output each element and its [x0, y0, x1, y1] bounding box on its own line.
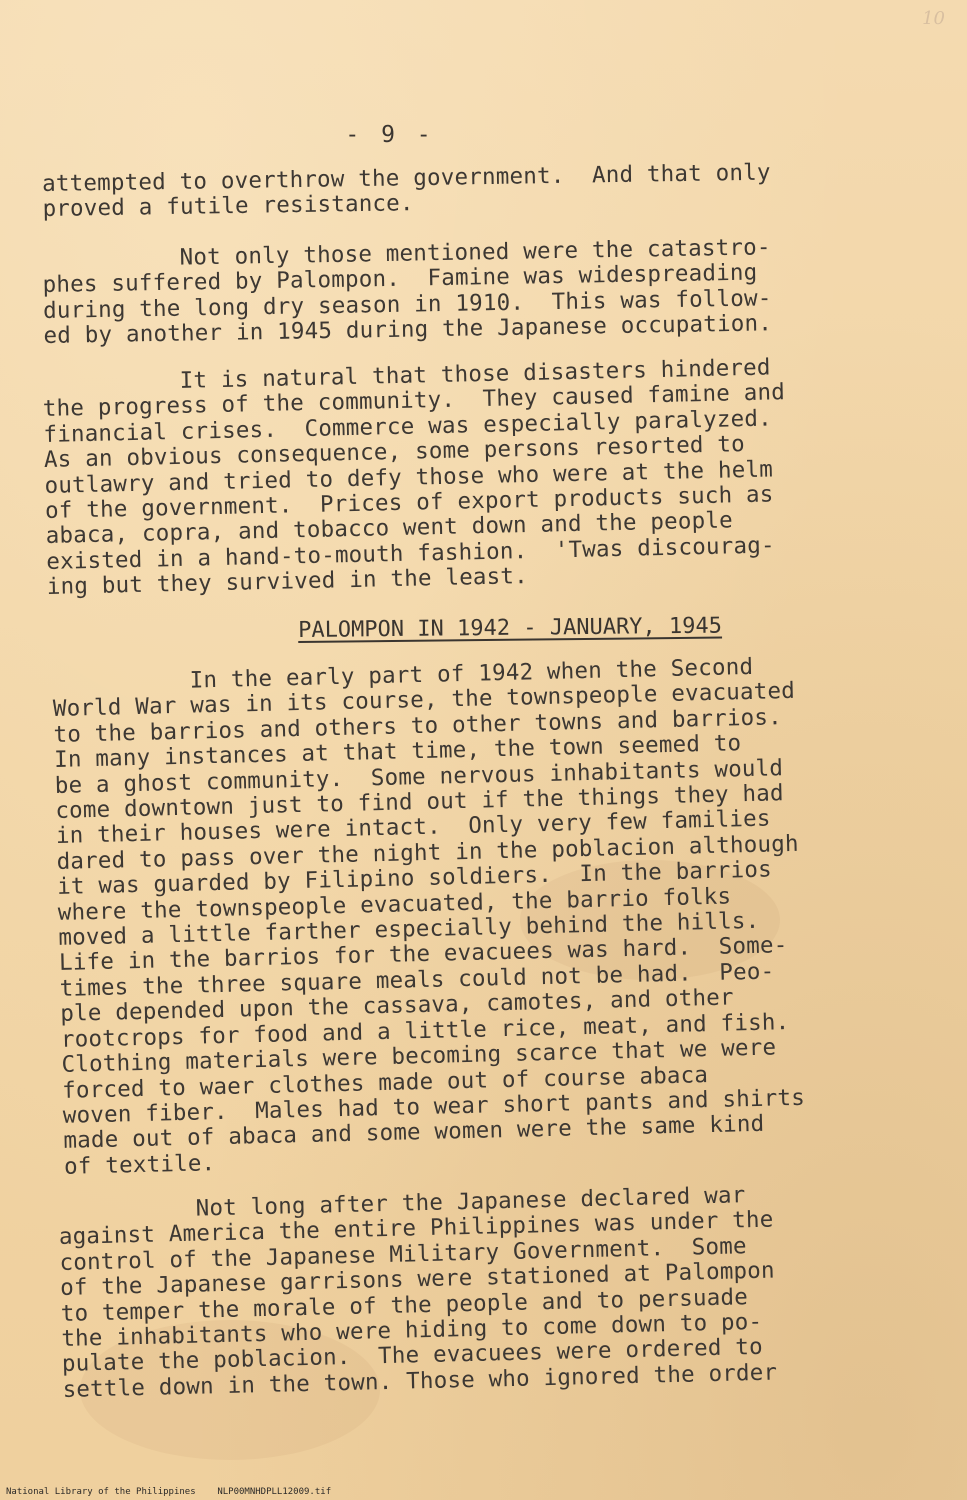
paragraph-japanese-occupation: Not long after the Japanese declared war against America the entire Philippines was under the control of the Japanese Military Government. Some of the Japanese garrisons were stationed at Palompon to temper the morale of the people and to persuade the inhabitants who were hiding to come down to po- pulate the poblacion. The evacuees were ordered to settle down in the town. Those who ignored the order — [57, 1182, 778, 1403]
paragraph-continuation: attempted to overthrow the government. And that only proved a futile resistance. — [41, 159, 771, 223]
paragraph-disasters: It is natural that those disasters hindered the progress of the community. They caused famine and financial crises. Commerce was especially paralyzed. As an obvious consequence, some persons resorted to outlawry and tried to defy those who were at the helm of the government. Prices of export products such as abaca, copra, and tobacco went down and the people existed in a hand-to-mouth fashion. 'Twas discourag- ing but they survived in the least. — [41, 354, 786, 601]
handwritten-page-mark: 10 — [922, 8, 945, 29]
paragraph-early-1942: In the early part of 1942 when the Second World War was in its course, the townspeople evacuated to the barrios and others to other towns and barrios. In many instances at that time, the town seemed to be a ghost community. Some nervous inhabitants would come downtown just to find out if the things they had in their houses were intact. Only very few families dared to pass over the night in the poblacion although it was guarded by Filipino soldiers. In the barrios where the townspeople evacuated, the barrio folks moved a little farther especially behind the hills. Life in the barrios for the evacuees was hard. Some- times the three square meals could not be had. Peo- ple depended upon the cassava, camotes, and other rootcrops for food and a little rice, meat, and fish. Clothing materials were becoming scarce that we were forced to waer clothes made out of course abaca woven fiber. Males had to wear short pants and shirts made out of abaca and some women were the same kind of textile. — [51, 653, 806, 1180]
page-number: - 9 - — [345, 122, 435, 148]
section-heading: PALOMPON IN 1942 - JANUARY, 1945 — [298, 613, 723, 643]
paragraph-catastrophes: Not only those mentioned were the catastro- phes suffered by Palompon. Famine was widespreading during the long dry season in 1910. This was follow- ed by another in 1945 during the Japanese occupation. — [41, 234, 773, 350]
scan-footer-caption: National Library of the Philippines NLP00MNHDPLL12009.tif — [6, 1487, 332, 1497]
